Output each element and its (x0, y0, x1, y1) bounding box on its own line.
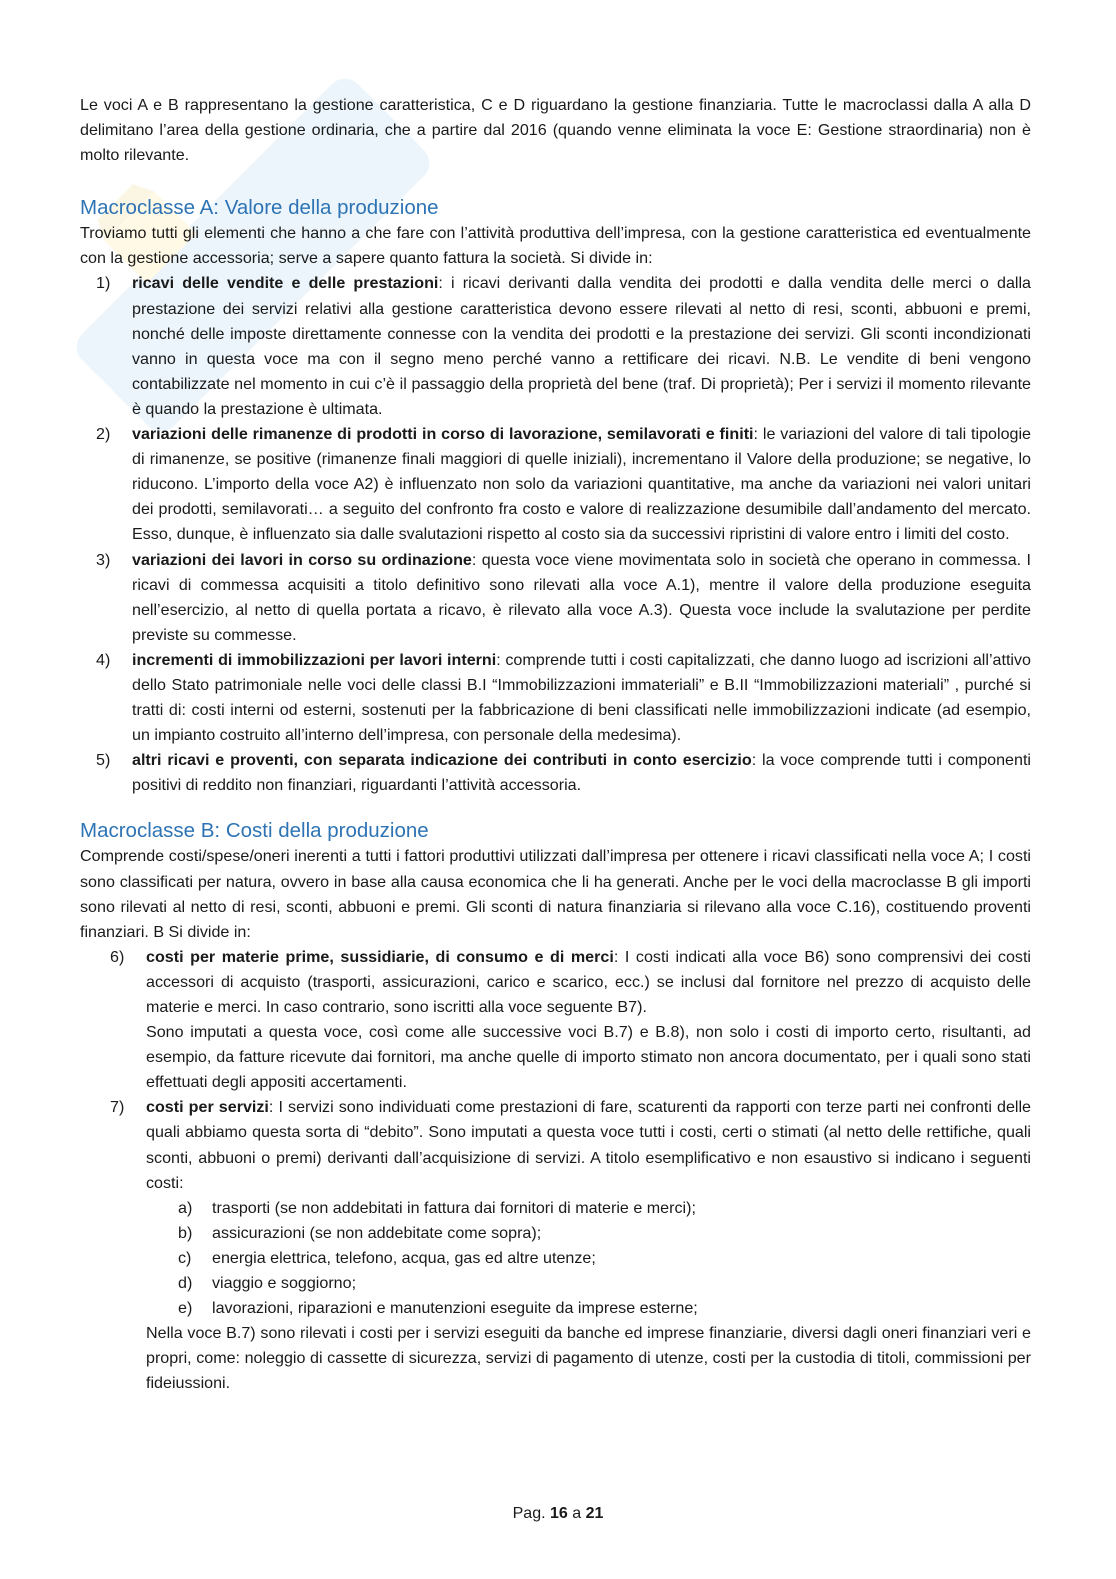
page-total: 21 (585, 1505, 604, 1522)
list-item: 5) altri ricavi e proventi, con separata indicazione dei contributi in conto esercizio: la voce comprende tutti i componenti positivi di reddito non finanziari, riguardanti l’attività accessoria. (96, 751, 1031, 795)
macroclasse-b-list (80, 945, 1031, 1397)
list-item: 3) variazioni dei lavori in corso su ordinazione: questa voce viene movimentata solo in società che operano in commessa. I ricavi di commessa acquisiti a titolo definitivo sono rilevati alla voce A.1), mentre il valore della produzione eseguita nell’esercizio, al netto di quella portata a ricavo, è rilevato alla voce A.3). Questa voce include la svalutazione per perdite previste su commesse. (96, 550, 1031, 644)
intro-paragraph: Le voci A e B rappresentano la gestione caratteristica, C e D riguardano la gestione finanziaria. Tutte le macroclassi dalla A alla D delimitano l’area della gestione ordinaria, che a partire dal 2016 (quando venne eliminata la voce E: Gestione straordinaria) non è molto rilevante. (80, 96, 1031, 165)
macroclasse-a-list (80, 271, 1031, 798)
sublist (146, 1196, 1031, 1321)
list-item: 7) costi per servizi: I servizi sono individuati come prestazioni di fare, scaturenti da rapporti con terze parti nei confronti delle quali abbiamo questa sorta di “debito”. Sono imputati a questa voce tutti i costi, certi o stimati (al netto delle rettifiche, quali sconti, abbuoni o premi) derivanti dall’acquisizione di servizi. A titolo esemplificativo e non esaustivo si indicano i seguenti costi: a) trasporti (se non addebitati in fattura dai fornitori di materie e merci); b) assicurazioni (se non addebitate come sopra); c) energia elettrica, telefono, acqua, gas ed altre utenze; d) viaggio e soggiorno; e) lavorazioni, riparazioni e manutenzioni eseguite da imprese esterne; Nella voce B.7) sono rilevati i costi per i servizi eseguiti da banche ed imprese finanziarie, diversi dagli oneri finanziari veri e propri, come: noleggio di cassette di sicurezza, servizi di pagamento di utenze, costi per la custodia di titoli, commissioni per fideiussioni. (80, 1095, 1031, 1396)
page-footer: Pag. 16 a 21 (512, 1505, 604, 1522)
macroclasse-b-intro: Comprende costi/spese/oneri inerenti a tutti i fattori produttivi utilizzati dall’impresa per ottenere i ricavi classificati nella voce A; I costi sono classificati per natura, ovvero in base alla causa economica che li ha generati. Anche per le voci della macroclasse B gli importi sono rilevati al netto di resi, sconti, abbuoni e premi. Gli sconti di natura finanziaria si rilevano alla voce C.16), costituendo proventi finanziari. B Si divide in: (80, 847, 1031, 941)
page-number: 16 (549, 1505, 568, 1522)
sublist-item: d) viaggio e soggiorno; (178, 1274, 357, 1293)
list-item: 1) ricavi delle vendite e delle prestazioni: i ricavi derivanti dalla vendita dei prodotti e dalla vendita delle merci o dalla prestazione dei servizi relativi alla gestione caratteristica devono essere rilevati al netto di resi, sconti, abbuoni e premi, nonché delle imposte direttamente connesse con la vendita dei prodotti e la prestazione dei servizi. Gli sconti incondizionati vanno in questa voce ma con il segno meno perché vanno a rettificare dei ricavi. N.B. Le vendite di beni vengono contabilizzate nel momento in cui c’è il passaggio della proprietà del bene (traf. Di proprietà); Per i servizi il momento rilevante è quando la prestazione è ultimata. (96, 274, 1032, 418)
section-heading-macroclasse-a: Macroclasse A: Valore della produzione (80, 196, 439, 220)
list-item: 4) incrementi di immobilizzazioni per lavori interni: comprende tutti i costi capitalizzati, che danno luogo ad iscrizioni all’attivo dello Stato patrimoniale nelle voci delle classi B.I “Immobilizzazioni immateriali” e B.II “Immobilizzazioni materiali” , purché si tratti di: costi interni od esterni, sostenuti per la fabbricazione di beni classificati nelle immobilizzazioni indicate (ad esempio, un impianto costruito all’interno dell’impresa, con personale della medesima). (96, 650, 1031, 745)
sublist-item: a) trasporti (se non addebitati in fattura dai fornitori di materie e merci); (178, 1198, 696, 1217)
list-item: 6) costi per materie prime, sussidiarie, di consumo e di merci: I costi indicati alla voce B6) sono comprensivi dei costi accessori di acquisto (trasporti, assicurazioni, carico e scarico, ecc.) se inclusi dal fornitore nel prezzo di acquisto delle materie e merci. In caso contrario, sono iscritti alla voce seguente B7). Sono imputati a questa voce, così come alle successive voci B.7) e B.8), non solo i costi di importo certo, risultanti, ad esempio, da fatture ricevute dai fornitori, ma anche quelle di importo stimato non ancora documentato, per i quali sono stati effettuati degli appositi accertamenti. (80, 945, 1031, 1096)
document-page (80, 93, 1031, 1397)
list-item: 2) variazioni delle rimanenze di prodotti in corso di lavorazione, semilavorati e finiti: le variazioni del valore di tali tipologie di rimanenze, se positive (rimanenze finali maggiori di quelle iniziali), incrementano il Valore della produzione; se negative, lo riducono. L’importo della voce A2) è influenzato non solo da variazioni quantitative, ma anche da variazioni nei valori unitari dei prodotti, semilavorati… a seguito del confronto fra costo e valore di realizzazione desumibile dall’andamento del mercato. Esso, dunque, è influenzato sia dalle svalutazioni rispetto al costo sia da successivi ripristini di valore entro i limiti del costo. (96, 425, 1032, 544)
sublist-item: e) lavorazioni, riparazioni e manutenzioni eseguite da imprese esterne; (178, 1299, 698, 1318)
list-item-continuation: Sono imputati a questa voce, così come alle successive voci B.7) e B.8), non solo i costi di importo certo, risultanti, ad esempio, da fatture ricevute dai fornitori, ma anche quelle di importo stimato non ancora documentato, per i quali sono stati effettuati degli appositi accertamenti. (146, 1023, 1031, 1092)
sublist-item: b) assicurazioni (se non addebitate come sopra); (178, 1223, 542, 1242)
section-heading-macroclasse-b: Macroclasse B: Costi della produzione (80, 819, 429, 843)
sublist-item: c) energia elettrica, telefono, acqua, gas ed altre utenze; (178, 1248, 596, 1267)
list-item-continuation: Nella voce B.7) sono rilevati i costi per i servizi eseguiti da banche ed imprese finanziarie, diversi dagli oneri finanziari veri e propri, come: noleggio di cassette di sicurezza, servizi di pagamento di utenze, costi per la custodia di titoli, commissioni per fideiussioni. (146, 1324, 1031, 1393)
macroclasse-a-intro: Troviamo tutti gli elementi che hanno a che fare con l’attività produttiva dell’impresa, con la gestione caratteristica ed eventualmente con la gestione accessoria; serve a sapere quanto fattura la società. Si divide in: (80, 224, 1031, 268)
